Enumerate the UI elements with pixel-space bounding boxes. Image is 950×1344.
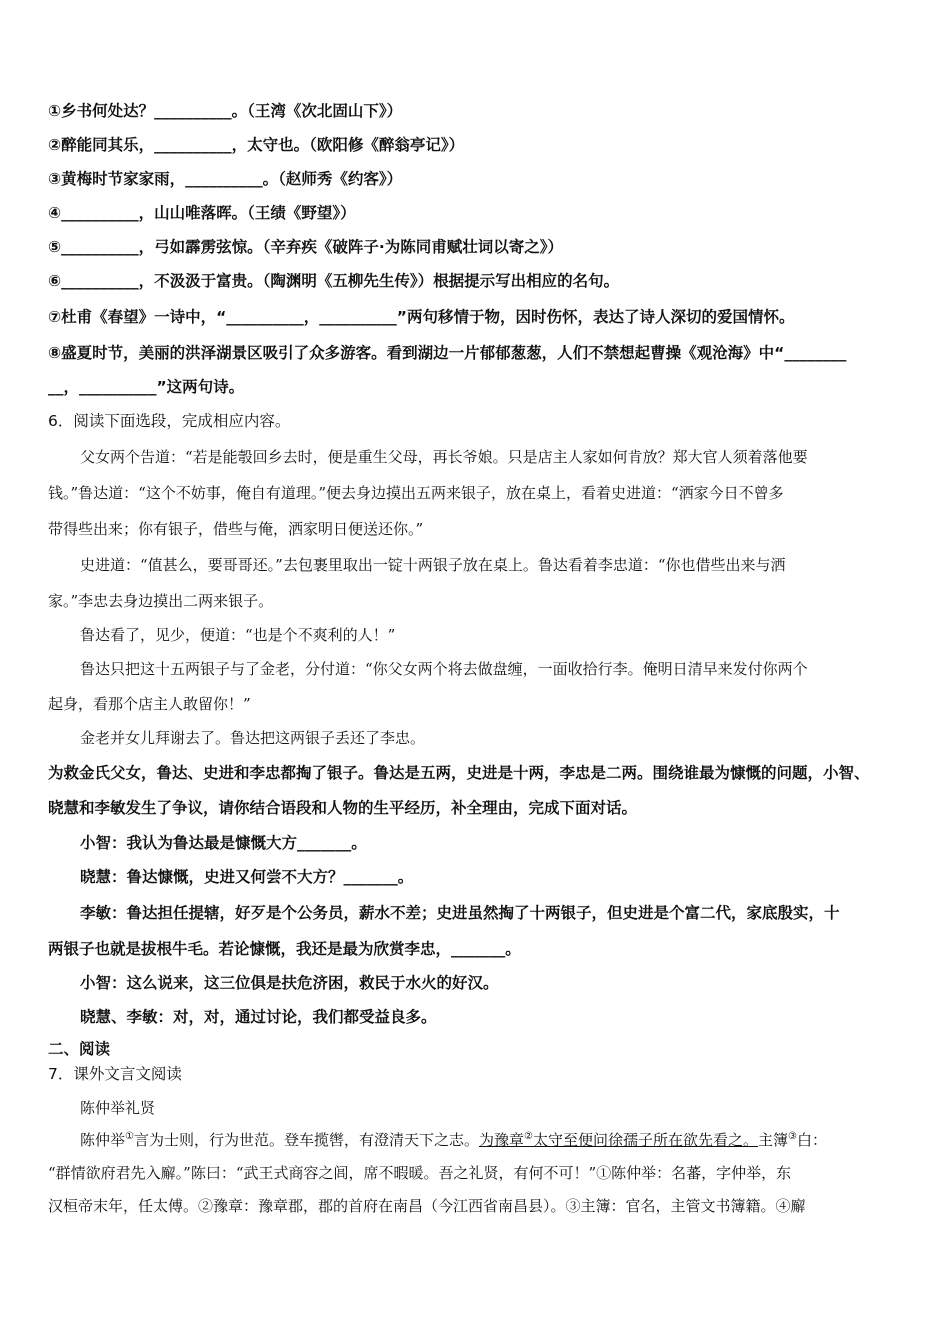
q6-passage-line: 鲁达只把这十五两银子与了金老，分付道：“你父女两个将去做盘缠，一面收拾行李。俺明日清早来发付你两个: [80, 660, 808, 678]
q6-dialogue-line: 晓慧、李敏：对，对，通过讨论，我们都受益良多。: [80, 1008, 437, 1026]
q6-dialogue-line: 晓慧：鲁达慷慨，史进又何尝不大方？_______。: [80, 868, 414, 886]
q7-passage-line-3: 汉桓帝末年，任太傅。②豫章：豫章郡，郡的首府在南昌（今江西省南昌县）。③主簿：官名，主管文书簿籍。④廨: [48, 1197, 806, 1215]
q5-item-3: ③黄梅时节家家雨，__________。（赵师秀《约客》）: [48, 170, 403, 188]
q6-passage-line: 家。”李忠去身边摸出二两来银子。: [48, 592, 274, 610]
q5-item-6: ⑥__________，不汲汲于富贵。（陶渊明《五柳先生传》）根据提示写出相应的名句。: [48, 272, 620, 290]
q6-dialogue-line: 小智：这么说来，这三位俱是扶危济困，救民于水火的好汉。: [80, 974, 499, 992]
q7-heading: 7．课外文言文阅读: [48, 1065, 182, 1083]
q5-item-1: ①乡书何处达？__________。（王湾《次北固山下》）: [48, 102, 403, 120]
q6-passage-line: 起身，看那个店主人敢留你！”: [48, 695, 251, 713]
q7-passage-line-2: “群情欲府君先入廨。”陈曰：“武王式商容之闾，席不暇暖。吾之礼贤，有何不可！”①陈仲举：名蕃，字仲举，东: [48, 1164, 792, 1182]
q6-passage-line: 史进道：“值甚么，要哥哥还。”去包裹里取出一锭十两银子放在桌上。鲁达看着李忠道：“你也借些出来与洒: [80, 556, 786, 574]
q7-seg-b: 言为士则，行为世范。登车揽辔，有澄清天下之志。: [133, 1131, 479, 1149]
q5-item-4: ④__________，山山唯落晖。（王绩《野望》）: [48, 204, 356, 222]
q7-seg-e: 主簿: [758, 1131, 789, 1149]
q5-item-8-line2: __，__________”这两句诗。: [48, 378, 245, 396]
q6-passage-line: 带得些出来；你有银子，借些与俺，洒家明日便送还你。”: [48, 520, 424, 538]
q5-item-7: ⑦杜甫《春望》一诗中，“__________，__________”两句移情于物，因时伤怀，表达了诗人深切的爱国情怀。: [48, 308, 795, 326]
q6-dialogue-line: 李敏：鲁达担任提辖，好歹是个公务员，薪水不差；史进虽然掏了十两银子，但史进是个富二代，家底殷实，十: [80, 904, 840, 922]
footnote-marker-2: ②: [524, 1131, 533, 1142]
q6-heading: 6．阅读下面选段，完成相应内容。: [48, 412, 291, 430]
q6-dialogue-line: 两银子也就是拔根牛毛。若论慷慨，我还是最为欣赏李忠，_______。: [48, 940, 521, 958]
q6-task-line: 为救金氏父女，鲁达、史进和李忠都掏了银子。鲁达是五两，史进是十两，李忠是二两。围绕谁最为慷慨的问题，小智、: [48, 764, 870, 782]
q7-seg-a: 陈仲举: [80, 1131, 126, 1149]
q6-passage-line: 父女两个告道：“若是能彀回乡去时，便是重生父母，再长爷娘。只是店主人家如何肯放？郑大官人须着落他要: [80, 448, 808, 466]
q7-seg-f: 白：: [796, 1131, 827, 1149]
q5-item-5: ⑤__________，弓如霹雳弦惊。（辛弃疾《破阵子·为陈同甫赋壮词以寄之》）: [48, 238, 564, 256]
footnote-marker-3: ③: [788, 1131, 797, 1142]
q6-passage-line: 钱。”鲁达道：“这个不妨事，俺自有道理。”便去身边摸出五两来银子，放在桌上，看着史进道：“洒家今日不曾多: [48, 484, 784, 502]
q5-item-2: ②醉能同其乐，__________，太守也。（欧阳修《醉翁亭记》）: [48, 136, 465, 154]
q7-underlined-sentence: 为豫章②太守至便问徐孺子所在欲先看之。: [479, 1131, 758, 1149]
q6-dialogue-line: 小智：我认为鲁达最是慷慨大方_______。: [80, 834, 367, 852]
q6-passage-line: 鲁达看了，见少，便道：“也是个不爽利的人！”: [80, 626, 396, 644]
q5-item-8-line1: ⑧盛夏时节，美丽的洪泽湖景区吸引了众多游客。看到湖边一片郁郁葱葱，人们不禁想起曹操《观沧海》中“________: [48, 344, 847, 362]
section-heading: 二、阅读: [48, 1040, 111, 1058]
footnote-marker-1: ①: [125, 1131, 134, 1142]
q6-passage-line: 金老并女儿拜谢去了。鲁达把这两银子丢还了李忠。: [80, 729, 426, 747]
q7-passage-title: 陈仲举礼贤: [80, 1099, 156, 1117]
q7-passage-line-1: [80, 1130, 910, 1150]
q6-task-line: 晓慧和李敏发生了争议，请你结合语段和人物的生平经历，补全理由，完成下面对话。: [48, 799, 638, 817]
